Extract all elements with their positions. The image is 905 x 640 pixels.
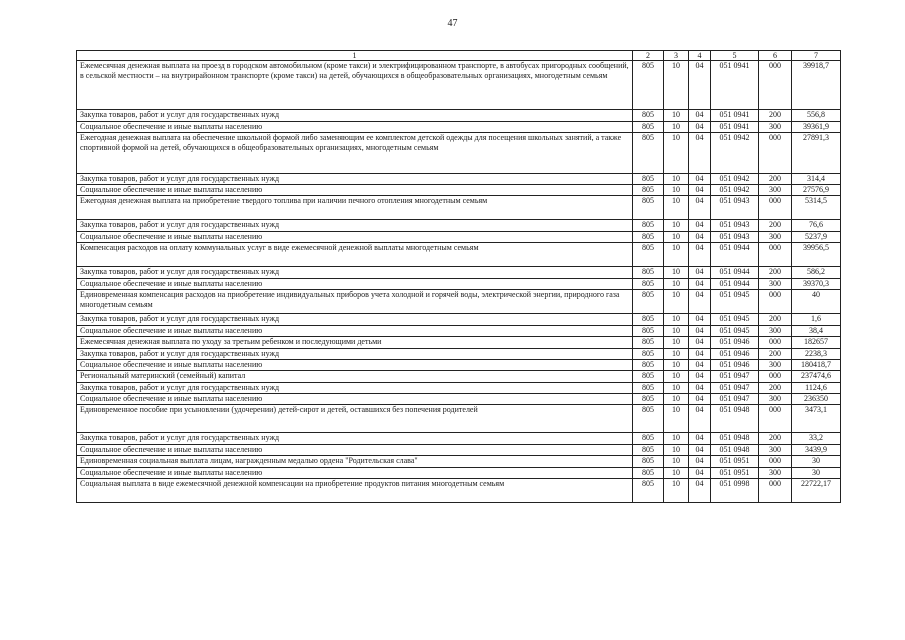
section-cell: 10 — [664, 174, 689, 185]
code-805-cell: 805 — [633, 133, 664, 174]
table-row — [77, 267, 841, 279]
description-cell: Социальное обеспечение и иные выплаты населению — [77, 232, 633, 243]
target-article-cell: 051 0941 — [711, 61, 759, 110]
code-805-cell: 805 — [633, 110, 664, 122]
target-article-cell: 051 0948 — [711, 405, 759, 433]
description-cell: Закупка товаров, работ и услуг для государственных нужд — [77, 349, 633, 360]
description-cell: Ежегодная денежная выплата на приобретение твердого топлива при наличии печного отопления многодетным семьям — [77, 196, 633, 220]
target-article-cell: 051 0944 — [711, 243, 759, 267]
expense-type-cell: 200 — [759, 383, 792, 394]
section-cell: 10 — [664, 196, 689, 220]
section-cell: 10 — [664, 122, 689, 133]
table-row — [77, 220, 841, 232]
amount-cell: 30 — [792, 456, 841, 468]
section-cell: 10 — [664, 383, 689, 394]
expense-type-cell: 000 — [759, 133, 792, 174]
description-cell: Единовременная социальная выплата лицам, награжденным медалью ордена "Родительская слава" — [77, 456, 633, 468]
table-row — [77, 479, 841, 503]
code-805-cell: 805 — [633, 456, 664, 468]
expense-type-cell: 000 — [759, 61, 792, 110]
code-805-cell: 805 — [633, 232, 664, 243]
target-article-cell: 051 0943 — [711, 196, 759, 220]
subsection-cell: 04 — [689, 61, 711, 110]
section-cell: 10 — [664, 290, 689, 314]
subsection-cell: 04 — [689, 405, 711, 433]
amount-cell: 39361,9 — [792, 122, 841, 133]
amount-cell: 27891,3 — [792, 133, 841, 174]
code-805-cell: 805 — [633, 405, 664, 433]
section-cell: 10 — [664, 479, 689, 503]
amount-cell: 39918,7 — [792, 61, 841, 110]
section-cell: 10 — [664, 394, 689, 405]
description-cell: Закупка товаров, работ и услуг для государственных нужд — [77, 433, 633, 445]
code-805-cell: 805 — [633, 394, 664, 405]
subsection-cell: 04 — [689, 243, 711, 267]
amount-cell: 27576,9 — [792, 185, 841, 196]
subsection-cell: 04 — [689, 468, 711, 479]
amount-cell: 3473,1 — [792, 405, 841, 433]
amount-cell: 314,4 — [792, 174, 841, 185]
column-header-7: 7 — [792, 51, 841, 61]
expense-type-cell: 000 — [759, 290, 792, 314]
table-row — [77, 61, 841, 110]
subsection-cell: 04 — [689, 133, 711, 174]
code-805-cell: 805 — [633, 185, 664, 196]
target-article-cell: 051 0946 — [711, 360, 759, 371]
code-805-cell: 805 — [633, 267, 664, 279]
subsection-cell: 04 — [689, 445, 711, 456]
description-cell: Региональный материнский (семейный) капитал — [77, 371, 633, 383]
target-article-cell: 051 0942 — [711, 174, 759, 185]
code-805-cell: 805 — [633, 349, 664, 360]
section-cell: 10 — [664, 405, 689, 433]
expense-type-cell: 000 — [759, 456, 792, 468]
section-cell: 10 — [664, 337, 689, 349]
expense-type-cell: 200 — [759, 267, 792, 279]
amount-cell: 33,2 — [792, 433, 841, 445]
table-row — [77, 405, 841, 433]
code-805-cell: 805 — [633, 371, 664, 383]
amount-cell: 76,6 — [792, 220, 841, 232]
target-article-cell: 051 0948 — [711, 445, 759, 456]
subsection-cell: 04 — [689, 196, 711, 220]
code-805-cell: 805 — [633, 360, 664, 371]
description-cell: Закупка товаров, работ и услуг для государственных нужд — [77, 314, 633, 326]
table-row — [77, 326, 841, 337]
code-805-cell: 805 — [633, 479, 664, 503]
table-body — [77, 61, 841, 503]
subsection-cell: 04 — [689, 433, 711, 445]
target-article-cell: 051 0942 — [711, 133, 759, 174]
subsection-cell: 04 — [689, 220, 711, 232]
budget-table — [76, 50, 841, 503]
amount-cell: 556,8 — [792, 110, 841, 122]
target-article-cell: 051 0945 — [711, 326, 759, 337]
code-805-cell: 805 — [633, 243, 664, 267]
target-article-cell: 051 0941 — [711, 110, 759, 122]
column-number-row — [77, 51, 841, 61]
target-article-cell: 051 0943 — [711, 220, 759, 232]
expense-type-cell: 000 — [759, 337, 792, 349]
description-cell: Закупка товаров, работ и услуг для государственных нужд — [77, 383, 633, 394]
table-row — [77, 232, 841, 243]
amount-cell: 5237,9 — [792, 232, 841, 243]
subsection-cell: 04 — [689, 122, 711, 133]
expense-type-cell: 200 — [759, 110, 792, 122]
table-row — [77, 174, 841, 185]
subsection-cell: 04 — [689, 279, 711, 290]
expense-type-cell: 200 — [759, 314, 792, 326]
section-cell: 10 — [664, 185, 689, 196]
column-header-6: 6 — [759, 51, 792, 61]
description-cell: Социальное обеспечение и иные выплаты населению — [77, 326, 633, 337]
section-cell: 10 — [664, 110, 689, 122]
description-cell: Социальное обеспечение и иные выплаты населению — [77, 122, 633, 133]
amount-cell: 30 — [792, 468, 841, 479]
section-cell: 10 — [664, 267, 689, 279]
amount-cell: 236350 — [792, 394, 841, 405]
amount-cell: 5314,5 — [792, 196, 841, 220]
target-article-cell: 051 0945 — [711, 314, 759, 326]
table-row — [77, 243, 841, 267]
code-805-cell: 805 — [633, 433, 664, 445]
amount-cell: 22722,17 — [792, 479, 841, 503]
subsection-cell: 04 — [689, 267, 711, 279]
expense-type-cell: 200 — [759, 349, 792, 360]
target-article-cell: 051 0942 — [711, 185, 759, 196]
expense-type-cell: 300 — [759, 185, 792, 196]
code-805-cell: 805 — [633, 61, 664, 110]
description-cell: Закупка товаров, работ и услуг для государственных нужд — [77, 220, 633, 232]
section-cell: 10 — [664, 445, 689, 456]
table-row — [77, 196, 841, 220]
table-row — [77, 468, 841, 479]
section-cell: 10 — [664, 360, 689, 371]
code-805-cell: 805 — [633, 326, 664, 337]
subsection-cell: 04 — [689, 349, 711, 360]
amount-cell: 237474,6 — [792, 371, 841, 383]
subsection-cell: 04 — [689, 185, 711, 196]
target-article-cell: 051 0948 — [711, 433, 759, 445]
expense-type-cell: 300 — [759, 445, 792, 456]
target-article-cell: 051 0946 — [711, 337, 759, 349]
code-805-cell: 805 — [633, 337, 664, 349]
code-805-cell: 805 — [633, 468, 664, 479]
expense-type-cell: 300 — [759, 360, 792, 371]
expense-type-cell: 200 — [759, 174, 792, 185]
expense-type-cell: 300 — [759, 326, 792, 337]
expense-type-cell: 000 — [759, 405, 792, 433]
amount-cell: 1,6 — [792, 314, 841, 326]
table-row — [77, 456, 841, 468]
table-row — [77, 383, 841, 394]
table-row — [77, 314, 841, 326]
target-article-cell: 051 0951 — [711, 456, 759, 468]
table-row — [77, 290, 841, 314]
target-article-cell: 051 0947 — [711, 383, 759, 394]
target-article-cell: 051 0945 — [711, 290, 759, 314]
target-article-cell: 051 0943 — [711, 232, 759, 243]
table-row — [77, 349, 841, 360]
expense-type-cell: 300 — [759, 122, 792, 133]
amount-cell: 3439,9 — [792, 445, 841, 456]
description-cell: Социальное обеспечение и иные выплаты населению — [77, 468, 633, 479]
code-805-cell: 805 — [633, 196, 664, 220]
table-row — [77, 360, 841, 371]
table-row — [77, 133, 841, 174]
table-row — [77, 122, 841, 133]
table-row — [77, 371, 841, 383]
description-cell: Социальная выплата в виде ежемесячной денежной компенсации на приобретение продуктов питания многодетным семьям — [77, 479, 633, 503]
description-cell: Единовременная компенсация расходов на приобретение индивидуальных приборов учета холодной и горячей воды, электрической энергии, природного газа многодетным семьям — [77, 290, 633, 314]
subsection-cell: 04 — [689, 174, 711, 185]
target-article-cell: 051 0941 — [711, 122, 759, 133]
description-cell: Единовременное пособие при усыновлении (удочерении) детей-сирот и детей, оставшихся без попечения родителей — [77, 405, 633, 433]
table-row — [77, 337, 841, 349]
subsection-cell: 04 — [689, 360, 711, 371]
section-cell: 10 — [664, 468, 689, 479]
description-cell: Компенсация расходов на оплату коммунальных услуг в виде ежемесячной денежной выплаты многодетным семьям — [77, 243, 633, 267]
expense-type-cell: 000 — [759, 196, 792, 220]
code-805-cell: 805 — [633, 279, 664, 290]
description-cell: Социальное обеспечение и иные выплаты населению — [77, 394, 633, 405]
code-805-cell: 805 — [633, 174, 664, 185]
amount-cell: 39956,5 — [792, 243, 841, 267]
subsection-cell: 04 — [689, 290, 711, 314]
subsection-cell: 04 — [689, 110, 711, 122]
target-article-cell: 051 0944 — [711, 267, 759, 279]
section-cell: 10 — [664, 243, 689, 267]
code-805-cell: 805 — [633, 122, 664, 133]
table-row — [77, 445, 841, 456]
expense-type-cell: 300 — [759, 468, 792, 479]
code-805-cell: 805 — [633, 290, 664, 314]
description-cell: Социальное обеспечение и иные выплаты населению — [77, 445, 633, 456]
description-cell: Социальное обеспечение и иные выплаты населению — [77, 185, 633, 196]
amount-cell: 38,4 — [792, 326, 841, 337]
description-cell: Закупка товаров, работ и услуг для государственных нужд — [77, 267, 633, 279]
section-cell: 10 — [664, 326, 689, 337]
description-cell: Ежегодная денежная выплата на обеспечение школьной формой либо заменяющим ее комплектом детской одежды для посещения школьных занятий, а также спортивной формой на детей, обучающихся в общеобразовательных организациях, многодетным семьям — [77, 133, 633, 174]
amount-cell: 586,2 — [792, 267, 841, 279]
subsection-cell: 04 — [689, 326, 711, 337]
subsection-cell: 04 — [689, 394, 711, 405]
section-cell: 10 — [664, 61, 689, 110]
code-805-cell: 805 — [633, 445, 664, 456]
section-cell: 10 — [664, 220, 689, 232]
subsection-cell: 04 — [689, 456, 711, 468]
section-cell: 10 — [664, 133, 689, 174]
amount-cell: 2238,3 — [792, 349, 841, 360]
table-row — [77, 433, 841, 445]
expense-type-cell: 200 — [759, 433, 792, 445]
expense-type-cell: 000 — [759, 371, 792, 383]
section-cell: 10 — [664, 279, 689, 290]
amount-cell: 182657 — [792, 337, 841, 349]
amount-cell: 180418,7 — [792, 360, 841, 371]
description-cell: Социальное обеспечение и иные выплаты населению — [77, 360, 633, 371]
column-header-4: 4 — [689, 51, 711, 61]
section-cell: 10 — [664, 456, 689, 468]
subsection-cell: 04 — [689, 371, 711, 383]
section-cell: 10 — [664, 433, 689, 445]
description-cell: Закупка товаров, работ и услуг для государственных нужд — [77, 110, 633, 122]
expense-type-cell: 300 — [759, 232, 792, 243]
column-header-2: 2 — [633, 51, 664, 61]
description-cell: Закупка товаров, работ и услуг для государственных нужд — [77, 174, 633, 185]
page-number: 47 — [447, 18, 458, 29]
section-cell: 10 — [664, 232, 689, 243]
expense-type-cell: 200 — [759, 220, 792, 232]
amount-cell: 1124,6 — [792, 383, 841, 394]
description-cell: Социальное обеспечение и иные выплаты населению — [77, 279, 633, 290]
expense-type-cell: 000 — [759, 479, 792, 503]
subsection-cell: 04 — [689, 314, 711, 326]
code-805-cell: 805 — [633, 383, 664, 394]
description-cell: Ежемесячная денежная выплата по уходу за третьим ребенком и последующими детьми — [77, 337, 633, 349]
subsection-cell: 04 — [689, 383, 711, 394]
target-article-cell: 051 0946 — [711, 349, 759, 360]
code-805-cell: 805 — [633, 220, 664, 232]
table-row — [77, 185, 841, 196]
table-row — [77, 394, 841, 405]
table-row — [77, 279, 841, 290]
table-row — [77, 110, 841, 122]
expense-type-cell: 300 — [759, 394, 792, 405]
expense-type-cell: 300 — [759, 279, 792, 290]
amount-cell: 39370,3 — [792, 279, 841, 290]
section-cell: 10 — [664, 314, 689, 326]
target-article-cell: 051 0947 — [711, 371, 759, 383]
column-header-1: 1 — [77, 51, 633, 61]
column-header-3: 3 — [664, 51, 689, 61]
subsection-cell: 04 — [689, 232, 711, 243]
code-805-cell: 805 — [633, 314, 664, 326]
description-cell: Ежемесячная денежная выплата на проезд в городском автомобильном (кроме такси) и электрифицированном транспорте, в автобусах пригородных сообщений, в сельской местности – на внутрирайонном транспорте (кроме такси) на детей, обучающихся в общеобразовательных организациях, многодетным семьям — [77, 61, 633, 110]
target-article-cell: 051 0998 — [711, 479, 759, 503]
section-cell: 10 — [664, 349, 689, 360]
section-cell: 10 — [664, 371, 689, 383]
expense-type-cell: 000 — [759, 243, 792, 267]
amount-cell: 40 — [792, 290, 841, 314]
target-article-cell: 051 0947 — [711, 394, 759, 405]
target-article-cell: 051 0944 — [711, 279, 759, 290]
column-header-5: 5 — [711, 51, 759, 61]
subsection-cell: 04 — [689, 337, 711, 349]
target-article-cell: 051 0951 — [711, 468, 759, 479]
subsection-cell: 04 — [689, 479, 711, 503]
